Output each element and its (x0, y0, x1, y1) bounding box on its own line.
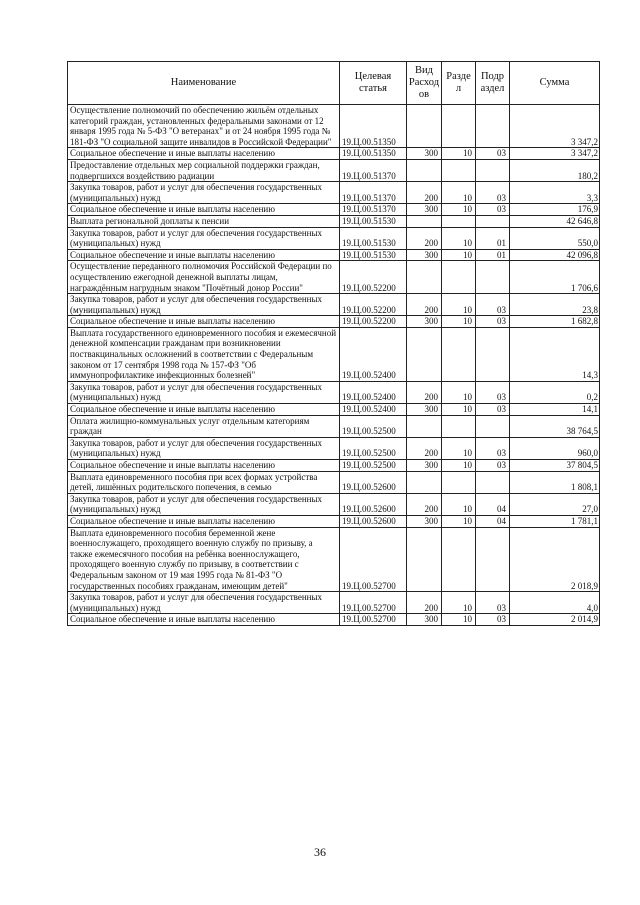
cell-subsection (476, 159, 510, 181)
cell-name: Закупка товаров, работ и услуг для обеспечения государственных (муниципальных) нужд (68, 592, 340, 614)
cell-amount: 42 646,8 (510, 215, 600, 227)
cell-section (442, 471, 476, 493)
cell-target-article: 19.Ц.00.52600 (340, 515, 407, 527)
cell-section: 10 (442, 249, 476, 261)
cell-subsection: 03 (476, 148, 510, 160)
cell-amount: 3 347,2 (510, 105, 600, 148)
cell-expense-type (407, 215, 442, 227)
table-row (68, 404, 600, 416)
cell-section: 10 (442, 316, 476, 328)
cell-target-article: 19.Ц.00.52500 (340, 437, 407, 459)
cell-subsection: 03 (476, 592, 510, 614)
cell-name: Выплата единовременного пособия беременной жене военнослужащего, проходящего военную службу по призыву, а также ежемесячного пособия на ребёнка военнослужащего, проходящего военную службу по призыву, в соответствии с Федеральным законом от 19 мая 1995 года № 81-ФЗ "О государственных пособиях гражданам, имеющим детей" (68, 527, 340, 592)
cell-name: Закупка товаров, работ и услуг для обеспечения государственных (муниципальных) нужд (68, 227, 340, 249)
cell-expense-type: 300 (407, 460, 442, 472)
cell-target-article: 19.Ц.00.52600 (340, 493, 407, 515)
cell-amount: 180,2 (510, 159, 600, 181)
cell-expense-type: 200 (407, 592, 442, 614)
cell-subsection (476, 105, 510, 148)
cell-expense-type: 300 (407, 515, 442, 527)
cell-amount: 14,3 (510, 327, 600, 381)
header-section: Разде л (442, 62, 476, 105)
table-row (68, 159, 600, 181)
cell-amount: 0,2 (510, 381, 600, 403)
cell-expense-type (407, 261, 442, 294)
cell-section: 10 (442, 614, 476, 626)
cell-subsection: 01 (476, 249, 510, 261)
cell-name: Социальное обеспечение и иные выплаты населению (68, 614, 340, 626)
table-row (68, 148, 600, 160)
cell-name: Выплата региональной доплаты к пенсии (68, 215, 340, 227)
cell-expense-type: 200 (407, 493, 442, 515)
cell-subsection: 04 (476, 493, 510, 515)
table-row (68, 105, 600, 148)
cell-target-article: 19.Ц.00.52400 (340, 404, 407, 416)
cell-amount: 3 347,2 (510, 148, 600, 160)
cell-subsection: 03 (476, 204, 510, 216)
table-row (68, 215, 600, 227)
cell-target-article: 19.Ц.00.51350 (340, 148, 407, 160)
header-expense-type: Вид Расход ов (407, 62, 442, 105)
cell-section (442, 159, 476, 181)
cell-target-article: 19.Ц.00.52200 (340, 294, 407, 316)
cell-target-article: 19.Ц.00.52200 (340, 316, 407, 328)
cell-name: Социальное обеспечение и иные выплаты населению (68, 249, 340, 261)
cell-target-article: 19.Ц.00.51370 (340, 182, 407, 204)
cell-name: Закупка товаров, работ и услуг для обеспечения государственных (муниципальных) нужд (68, 437, 340, 459)
table-row (68, 415, 600, 437)
cell-subsection: 03 (476, 381, 510, 403)
cell-amount: 4,0 (510, 592, 600, 614)
cell-name: Социальное обеспечение и иные выплаты населению (68, 316, 340, 328)
cell-name: Выплата единовременного пособия при всех формах устройства детей, лишённых родительского попечения, в семью (68, 471, 340, 493)
table-row (68, 204, 600, 216)
cell-expense-type: 200 (407, 227, 442, 249)
cell-target-article: 19.Ц.00.52400 (340, 327, 407, 381)
cell-subsection (476, 471, 510, 493)
cell-amount: 1 706,6 (510, 261, 600, 294)
cell-expense-type (407, 527, 442, 592)
table-row (68, 316, 600, 328)
cell-target-article: 19.Ц.00.51530 (340, 215, 407, 227)
cell-amount: 38 764,5 (510, 415, 600, 437)
cell-target-article: 19.Ц.00.51370 (340, 159, 407, 181)
cell-amount: 176,9 (510, 204, 600, 216)
cell-section: 10 (442, 460, 476, 472)
table-row (68, 227, 600, 249)
cell-target-article: 19.Ц.00.51350 (340, 105, 407, 148)
cell-section (442, 215, 476, 227)
table-row (68, 493, 600, 515)
cell-target-article: 19.Ц.00.52500 (340, 460, 407, 472)
cell-expense-type: 300 (407, 404, 442, 416)
cell-target-article: 19.Ц.00.52700 (340, 592, 407, 614)
cell-subsection (476, 215, 510, 227)
table-row (68, 460, 600, 472)
cell-name: Социальное обеспечение и иные выплаты населению (68, 204, 340, 216)
cell-section: 10 (442, 437, 476, 459)
cell-subsection (476, 527, 510, 592)
header-subsection: Подр аздел (476, 62, 510, 105)
cell-amount: 37 804,5 (510, 460, 600, 472)
cell-amount: 2 018,9 (510, 527, 600, 592)
cell-amount: 3,3 (510, 182, 600, 204)
cell-section: 10 (442, 404, 476, 416)
budget-table (67, 61, 600, 626)
cell-name: Социальное обеспечение и иные выплаты населению (68, 148, 340, 160)
cell-target-article: 19.Ц.00.51370 (340, 204, 407, 216)
cell-name: Оплата жилищно-коммунальных услуг отдельным категориям граждан (68, 415, 340, 437)
cell-name: Социальное обеспечение и иные выплаты населению (68, 404, 340, 416)
table-row (68, 437, 600, 459)
table-row (68, 182, 600, 204)
cell-section: 10 (442, 148, 476, 160)
cell-subsection: 03 (476, 182, 510, 204)
page-number: 36 (314, 845, 326, 859)
cell-subsection: 03 (476, 316, 510, 328)
cell-amount: 42 096,8 (510, 249, 600, 261)
table-row (68, 592, 600, 614)
table-row (68, 471, 600, 493)
cell-section (442, 261, 476, 294)
cell-expense-type: 300 (407, 249, 442, 261)
cell-name: Социальное обеспечение и иные выплаты населению (68, 460, 340, 472)
cell-amount: 2 014,9 (510, 614, 600, 626)
cell-amount: 960,0 (510, 437, 600, 459)
cell-section: 10 (442, 182, 476, 204)
cell-target-article: 19.Ц.00.51530 (340, 227, 407, 249)
cell-target-article: 19.Ц.00.52700 (340, 527, 407, 592)
cell-amount: 27,0 (510, 493, 600, 515)
cell-expense-type (407, 159, 442, 181)
cell-section: 10 (442, 381, 476, 403)
cell-name: Осуществление переданного полномочия Российской Федерации по осуществлению ежегодной денежной выплаты лицам, награждённым нагрудным знаком "Почётный донор России" (68, 261, 340, 294)
table-row (68, 294, 600, 316)
cell-section (442, 105, 476, 148)
cell-section: 10 (442, 294, 476, 316)
cell-section: 10 (442, 227, 476, 249)
header-amount: Сумма (510, 62, 600, 105)
cell-expense-type: 300 (407, 614, 442, 626)
cell-expense-type: 300 (407, 204, 442, 216)
cell-section: 10 (442, 204, 476, 216)
header-target-article: Целевая статья (340, 62, 407, 105)
cell-expense-type: 200 (407, 182, 442, 204)
cell-amount: 14,1 (510, 404, 600, 416)
cell-subsection: 01 (476, 227, 510, 249)
cell-section: 10 (442, 515, 476, 527)
cell-subsection (476, 327, 510, 381)
table-row (68, 614, 600, 626)
cell-target-article: 19.Ц.00.52600 (340, 471, 407, 493)
cell-subsection: 03 (476, 294, 510, 316)
cell-section (442, 527, 476, 592)
table-row (68, 327, 600, 381)
cell-expense-type (407, 105, 442, 148)
cell-name: Закупка товаров, работ и услуг для обеспечения государственных (муниципальных) нужд (68, 381, 340, 403)
cell-name: Осуществление полномочий по обеспечению жильём отдельных категорий граждан, установленных федеральными законами от 12 января 1995 года № 5-ФЗ "О ветеранах" и от 24 ноября 1995 года № 181-ФЗ "О социальной защите инвалидов в Российской Федерации" (68, 105, 340, 148)
cell-expense-type: 300 (407, 148, 442, 160)
cell-name: Закупка товаров, работ и услуг для обеспечения государственных (муниципальных) нужд (68, 493, 340, 515)
cell-subsection: 04 (476, 515, 510, 527)
cell-amount: 550,0 (510, 227, 600, 249)
cell-section: 10 (442, 592, 476, 614)
table-body (68, 105, 600, 626)
cell-expense-type (407, 327, 442, 381)
cell-expense-type (407, 415, 442, 437)
cell-section: 10 (442, 493, 476, 515)
cell-subsection: 03 (476, 614, 510, 626)
cell-target-article: 19.Ц.00.52500 (340, 415, 407, 437)
table-row (68, 515, 600, 527)
table-row (68, 381, 600, 403)
cell-name: Закупка товаров, работ и услуг для обеспечения государственных (муниципальных) нужд (68, 182, 340, 204)
cell-expense-type (407, 471, 442, 493)
cell-name: Выплата государственного единовременного пособия и ежемесячной денежной компенсации гражданам при возникновении поствакцинальных осложнений в соответствии с Федеральным законом от 17 сентября 1998 года № 157-ФЗ "Об иммунопрофилактике инфекционных болезней" (68, 327, 340, 381)
cell-section (442, 415, 476, 437)
cell-amount: 23,8 (510, 294, 600, 316)
cell-expense-type: 200 (407, 437, 442, 459)
cell-target-article: 19.Ц.00.51530 (340, 249, 407, 261)
cell-subsection (476, 261, 510, 294)
cell-name: Закупка товаров, работ и услуг для обеспечения государственных (муниципальных) нужд (68, 294, 340, 316)
cell-subsection: 03 (476, 437, 510, 459)
cell-target-article: 19.Ц.00.52400 (340, 381, 407, 403)
table-row (68, 261, 600, 294)
cell-amount: 1 682,8 (510, 316, 600, 328)
table-row (68, 249, 600, 261)
cell-section (442, 327, 476, 381)
cell-target-article: 19.Ц.00.52700 (340, 614, 407, 626)
cell-subsection: 03 (476, 404, 510, 416)
cell-target-article: 19.Ц.00.52200 (340, 261, 407, 294)
cell-expense-type: 200 (407, 381, 442, 403)
cell-subsection: 03 (476, 460, 510, 472)
cell-expense-type: 200 (407, 294, 442, 316)
cell-amount: 1 808,1 (510, 471, 600, 493)
cell-name: Предоставление отдельных мер социальной поддержки граждан, подвергшихся воздействию радиации (68, 159, 340, 181)
cell-name: Социальное обеспечение и иные выплаты населению (68, 515, 340, 527)
table-row (68, 527, 600, 592)
cell-subsection (476, 415, 510, 437)
header-name: Наименование (68, 62, 340, 105)
cell-expense-type: 300 (407, 316, 442, 328)
table-header-row (68, 62, 600, 105)
cell-amount: 1 781,1 (510, 515, 600, 527)
